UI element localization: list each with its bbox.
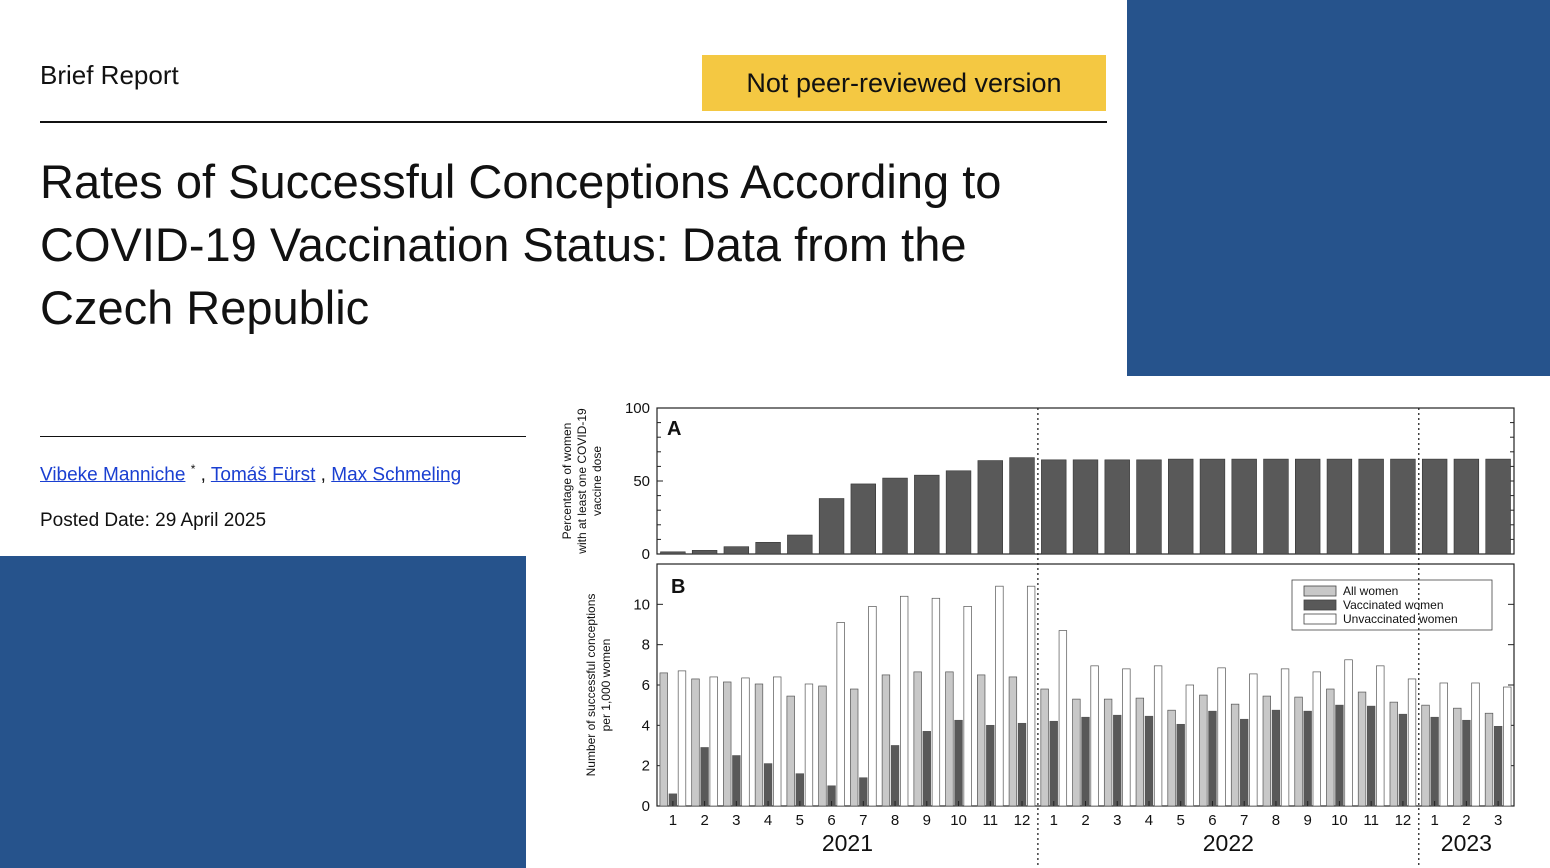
panel-b-bar-vaccinated-women bbox=[986, 725, 994, 806]
x-tick-label: 12 bbox=[1394, 812, 1412, 829]
x-tick-label: 2 bbox=[1462, 812, 1471, 829]
panel-b-bar-vaccinated-women bbox=[923, 731, 931, 806]
panel-a-bar bbox=[1168, 459, 1193, 554]
panel-b-bar-all-women bbox=[1326, 689, 1334, 806]
panel-b-bar-all-women bbox=[819, 686, 827, 806]
panel-a-bar bbox=[1486, 459, 1511, 554]
header-divider bbox=[40, 121, 1107, 123]
panel-b-bar-all-women bbox=[660, 673, 668, 806]
peer-review-status-badge: Not peer-reviewed version bbox=[702, 55, 1106, 111]
panel-b-bar-all-women bbox=[1009, 677, 1017, 806]
panel-b-bar-vaccinated-women bbox=[1209, 711, 1217, 806]
panel-a-bar bbox=[1010, 458, 1035, 554]
panel-b-label: B bbox=[671, 576, 686, 598]
x-tick-label: 3 bbox=[1493, 812, 1503, 829]
panel-b-bar-all-women bbox=[882, 675, 890, 806]
panel-a-y-axis-label: with at least one COVID-19 bbox=[575, 408, 589, 554]
panel-b-bar-unvaccinated-women bbox=[996, 586, 1004, 806]
panel-b-bar-all-women bbox=[850, 689, 858, 806]
panel-b-bar-all-women bbox=[787, 696, 795, 806]
panel-b-bar-vaccinated-women bbox=[1050, 721, 1058, 806]
x-tick-label: 7 bbox=[1240, 812, 1249, 829]
panel-b-bar-unvaccinated-women bbox=[964, 606, 972, 806]
panel-a-y-tick-label: 50 bbox=[633, 473, 650, 490]
x-tick-label: 4 bbox=[763, 812, 773, 829]
panel-b-bar-vaccinated-women bbox=[733, 756, 741, 806]
x-tick-label: 10 bbox=[950, 812, 967, 829]
x-year-label: 2023 bbox=[1440, 830, 1492, 856]
legend-swatch bbox=[1304, 614, 1336, 624]
x-tick-label: 10 bbox=[1331, 812, 1348, 829]
panel-a-bar bbox=[883, 478, 908, 554]
x-year-label: 2021 bbox=[821, 830, 874, 856]
panel-b-bar-all-women bbox=[1168, 710, 1176, 806]
author-link-1[interactable]: Vibeke Manniche bbox=[40, 464, 186, 486]
x-tick-label: 7 bbox=[859, 812, 868, 829]
panel-b-bar-unvaccinated-women bbox=[1250, 674, 1258, 806]
panel-b-bar-unvaccinated-women bbox=[1376, 666, 1384, 806]
x-tick-label: 2 bbox=[1081, 812, 1090, 829]
panel-b-bar-unvaccinated-women bbox=[1091, 666, 1099, 806]
panel-b-bar-unvaccinated-women bbox=[932, 598, 940, 806]
panel-a-y-tick-label: 100 bbox=[624, 400, 650, 417]
author-link-2[interactable]: Tomáš Fürst bbox=[210, 464, 316, 486]
panel-a-bar bbox=[1454, 459, 1479, 554]
panel-b-bar-unvaccinated-women bbox=[805, 684, 813, 806]
panel-b-bar-unvaccinated-women bbox=[1123, 669, 1131, 806]
panel-b-bar-all-women bbox=[1390, 702, 1398, 806]
panel-b-bar-unvaccinated-women bbox=[773, 677, 781, 806]
posted-date: Posted Date: 29 April 2025 bbox=[40, 510, 267, 531]
panel-b-bar-all-women bbox=[1136, 698, 1144, 806]
x-tick-label: 12 bbox=[1013, 812, 1031, 829]
x-tick-label: 1 bbox=[668, 812, 678, 829]
panel-b-bar-unvaccinated-women bbox=[1408, 679, 1416, 806]
author-link-3[interactable]: Max Schmeling bbox=[331, 464, 462, 486]
panel-a-bar bbox=[1391, 459, 1416, 554]
decorative-blue-panel-bottom bbox=[0, 556, 526, 868]
panel-b-bar-vaccinated-women bbox=[1463, 720, 1471, 806]
panel-a-bar bbox=[692, 550, 717, 554]
panel-b-bar-all-women bbox=[977, 675, 985, 806]
panel-b-bar-vaccinated-women bbox=[1367, 706, 1375, 806]
panel-b-bar-vaccinated-women bbox=[764, 764, 772, 806]
panel-b-bar-all-women bbox=[692, 679, 700, 806]
panel-a-bar bbox=[1200, 459, 1225, 554]
panel-a-bar bbox=[946, 471, 971, 554]
corresponding-author-mark: * bbox=[190, 462, 196, 476]
x-tick-label: 1 bbox=[1430, 812, 1439, 829]
x-tick-label: 11 bbox=[982, 812, 999, 829]
panel-b-y-tick-label: 0 bbox=[641, 798, 650, 815]
panel-a-bar bbox=[1073, 460, 1098, 554]
panel-b-bar-unvaccinated-women bbox=[1281, 669, 1289, 806]
panel-a-bar bbox=[1041, 460, 1066, 554]
panel-b-bar-unvaccinated-women bbox=[900, 596, 908, 806]
panel-b-y-tick-label: 6 bbox=[641, 677, 650, 694]
panel-b-bar-vaccinated-women bbox=[701, 748, 709, 806]
x-tick-label: 6 bbox=[1208, 812, 1217, 829]
panel-b-bar-all-women bbox=[1453, 708, 1461, 806]
panel-a-bar bbox=[1327, 459, 1352, 554]
x-tick-label: 4 bbox=[1144, 812, 1154, 829]
panel-b-bar-vaccinated-women bbox=[1113, 715, 1121, 806]
legend-swatch bbox=[1304, 600, 1336, 610]
panel-a-bar bbox=[914, 475, 939, 554]
x-tick-label: 9 bbox=[1303, 812, 1312, 829]
authors-divider bbox=[40, 436, 526, 437]
figure-chart-svg bbox=[526, 376, 1540, 868]
x-tick-label: 2 bbox=[700, 812, 709, 829]
panel-b-bar-vaccinated-women bbox=[1272, 710, 1280, 806]
panel-b-bar-all-women bbox=[946, 672, 954, 806]
x-tick-label: 9 bbox=[922, 812, 931, 829]
panel-b-bar-all-women bbox=[1073, 699, 1081, 806]
legend-swatch bbox=[1304, 586, 1336, 596]
panel-b-bar-unvaccinated-women bbox=[869, 606, 877, 806]
panel-b-y-tick-label: 4 bbox=[641, 717, 650, 735]
panel-b-bar-vaccinated-women bbox=[1177, 724, 1185, 806]
panel-b-bar-all-women bbox=[1104, 699, 1112, 806]
panel-b-bar-vaccinated-women bbox=[1082, 717, 1090, 806]
panel-b-bar-vaccinated-women bbox=[1399, 714, 1407, 806]
panel-b-bar-unvaccinated-women bbox=[710, 677, 718, 806]
panel-b-bar-all-women bbox=[1485, 713, 1493, 806]
panel-b-bar-all-women bbox=[755, 684, 763, 806]
panel-a-label: A bbox=[667, 418, 682, 440]
panel-b-y-tick-label: 8 bbox=[641, 636, 650, 654]
decorative-blue-panel-top bbox=[1127, 0, 1550, 376]
panel-b-bar-vaccinated-women bbox=[955, 720, 963, 806]
panel-b-bar-unvaccinated-women bbox=[837, 622, 845, 806]
article-type-label: Brief Report bbox=[40, 60, 179, 90]
panel-b-bar-unvaccinated-women bbox=[1059, 631, 1067, 806]
panel-b-bar-unvaccinated-women bbox=[1218, 668, 1226, 806]
panel-b-bar-all-women bbox=[723, 682, 731, 806]
panel-b-y-tick-label: 2 bbox=[641, 757, 650, 775]
panel-b-y-axis-label: Number of successful conceptions bbox=[584, 593, 598, 777]
panel-b-bar-unvaccinated-women bbox=[1472, 683, 1480, 806]
panel-b-bar-vaccinated-women bbox=[1336, 705, 1344, 806]
panel-a-bar bbox=[1137, 460, 1162, 554]
panel-a-bar bbox=[1295, 459, 1320, 554]
panel-b-bar-all-women bbox=[914, 672, 922, 806]
legend-entry: Unvaccinated women bbox=[1343, 612, 1458, 626]
panel-b-bar-unvaccinated-women bbox=[1503, 687, 1511, 806]
panel-b-bar-unvaccinated-women bbox=[1345, 660, 1353, 806]
panel-b-y-tick-label: 10 bbox=[633, 596, 650, 614]
panel-a-y-axis-label: vaccine dose bbox=[590, 445, 604, 517]
panel-b-bar-unvaccinated-women bbox=[742, 678, 750, 806]
article-title: Rates of Successful Conceptions According to COVID-19 Vaccination Status: Data from the Czech Republic bbox=[40, 155, 1002, 334]
panel-b-bar-all-women bbox=[1358, 692, 1366, 806]
panel-b-bar-vaccinated-women bbox=[1494, 726, 1502, 806]
panel-a-bar bbox=[787, 535, 812, 554]
panel-b-bar-all-women bbox=[1263, 696, 1271, 806]
x-tick-label: 3 bbox=[732, 812, 741, 829]
panel-a-y-axis-label: Percentage of women bbox=[560, 422, 574, 540]
x-tick-label: 5 bbox=[1176, 812, 1185, 829]
panel-b-bar-vaccinated-women bbox=[1018, 723, 1026, 806]
panel-b-bar-all-women bbox=[1295, 697, 1303, 806]
panel-b-bar-vaccinated-women bbox=[1145, 716, 1153, 806]
panel-b-bar-all-women bbox=[1422, 705, 1430, 806]
panel-a-bar bbox=[756, 542, 781, 554]
panel-a-bar bbox=[1105, 460, 1130, 554]
panel-b-bar-unvaccinated-women bbox=[678, 671, 686, 806]
panel-a-bar bbox=[1422, 459, 1447, 554]
x-tick-label: 1 bbox=[1049, 812, 1058, 829]
panel-b-bar-unvaccinated-women bbox=[1313, 672, 1321, 806]
panel-b-bar-all-women bbox=[1041, 689, 1049, 806]
panel-a-bar bbox=[1264, 459, 1289, 554]
panel-b-bar-vaccinated-women bbox=[1240, 719, 1248, 806]
panel-b-bar-vaccinated-women bbox=[1304, 711, 1312, 806]
panel-b-bar-unvaccinated-women bbox=[1440, 683, 1448, 806]
legend-entry: All women bbox=[1343, 584, 1399, 598]
panel-a-bar bbox=[660, 552, 685, 554]
x-tick-label: 8 bbox=[1271, 812, 1281, 829]
x-tick-label: 11 bbox=[1363, 812, 1379, 829]
panel-a-bar bbox=[978, 461, 1003, 554]
panel-b-bar-vaccinated-women bbox=[891, 746, 899, 807]
panel-b-bar-unvaccinated-women bbox=[1027, 586, 1035, 806]
x-year-label: 2022 bbox=[1202, 830, 1254, 856]
panel-b-bar-unvaccinated-women bbox=[1186, 685, 1194, 806]
panel-a-bar bbox=[1359, 459, 1384, 554]
panel-b-y-axis-label: per 1,000 women bbox=[599, 638, 613, 732]
panel-b-bar-unvaccinated-women bbox=[1154, 666, 1162, 806]
panel-a-bar bbox=[1232, 459, 1257, 554]
panel-b-bar-all-women bbox=[1200, 695, 1208, 806]
x-tick-label: 5 bbox=[795, 812, 805, 829]
panel-b-bar-vaccinated-women bbox=[1431, 717, 1439, 806]
panel-a-bar bbox=[819, 499, 844, 554]
panel-b-bar-all-women bbox=[1231, 704, 1239, 806]
x-tick-label: 3 bbox=[1113, 812, 1122, 829]
panel-a-y-tick-label: 0 bbox=[641, 546, 650, 563]
x-tick-label: 6 bbox=[827, 812, 836, 829]
panel-a-bar bbox=[724, 547, 749, 554]
author-list: Vibeke Manniche * , Tomáš Fürst , Max Schmeling bbox=[40, 462, 462, 486]
panel-a-bar bbox=[851, 484, 876, 554]
conceptions-figure bbox=[526, 376, 1540, 868]
x-tick-label: 8 bbox=[890, 812, 900, 829]
legend-entry: Vaccinated women bbox=[1343, 598, 1444, 612]
